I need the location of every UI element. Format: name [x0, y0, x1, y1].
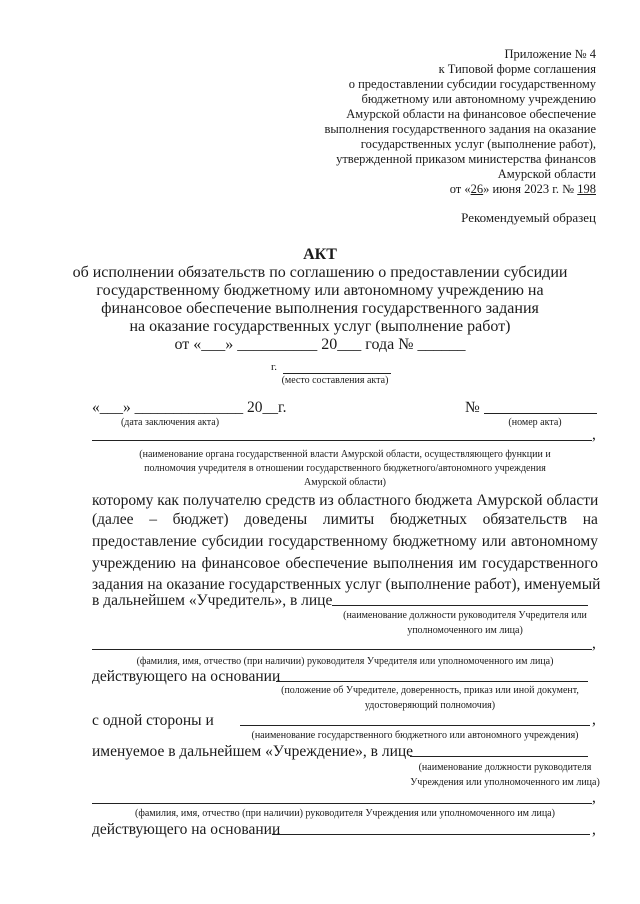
institution-head-line [410, 756, 588, 757]
sample-label: Рекомендуемый образец [461, 210, 596, 225]
institution-head-caption: (наименование должности руководителя Учреждения или уполномоченного им лица) [410, 762, 600, 788]
act-number-prefix: № [465, 399, 480, 416]
acting-basis-label: действующего на основании [92, 668, 281, 685]
title-line: государственному бюджетному или автономному учреждению на [96, 282, 544, 299]
organ-caption: (наименование органа государственной власти Амурской области, осуществляющего функции и полномочия учредителя в отношении государственного бюджетного/автономного учреждения Амурской области) [139, 449, 551, 488]
comma: , [592, 635, 596, 652]
header-line: бюджетному или автономному учреждению [361, 92, 596, 106]
header-date-number: 198 [577, 182, 596, 196]
institution-fio-caption: (фамилия, имя, отчество (при наличии) руководителя Учреждения или уполномоченного им лица) [135, 808, 555, 819]
place-line [283, 373, 391, 374]
title-line: на оказание государственных услуг (выполнение работ) [129, 318, 511, 335]
institution-name-line [240, 725, 590, 726]
organ-name-line [92, 440, 592, 441]
header-line: государственных услуг (выполнение работ), [360, 137, 596, 151]
title-date-line: от «___» __________ 20___ года № ______ [174, 336, 466, 353]
acting-basis2-line [272, 834, 590, 835]
comma: , [592, 711, 596, 728]
act-heading: АКТ [303, 246, 337, 263]
appendix-header [325, 47, 597, 197]
comma: , [592, 821, 596, 838]
header-line: о предоставлении субсидии государственному [348, 77, 596, 91]
act-number-caption: (номер акта) [508, 417, 562, 428]
paragraph-line: предоставление субсидии государственному бюджетному или автономному [92, 533, 598, 550]
header-line: к Типовой форме соглашения [438, 62, 596, 76]
act-date-caption: (дата заключения акта) [120, 417, 220, 428]
place-caption: (место составления акта) [281, 375, 389, 386]
title-line: об исполнении обязательств по соглашению о предоставлении субсидии [72, 264, 568, 281]
header-line: выполнения государственного задания на оказание [324, 122, 596, 136]
header-date-day: 26 [470, 182, 484, 196]
founder-head-line [332, 605, 588, 606]
paragraph-line: задания на оказание государственных услуг (выполнение работ), именуемый [92, 576, 601, 593]
comma: , [592, 789, 596, 806]
act-date-field: «___» ______________ 20__г. [92, 399, 287, 416]
acting-basis2-label: действующего на основании [92, 821, 281, 838]
founder-head-caption: (наименование должности руководителя Учредителя или уполномоченного им лица) [343, 610, 587, 636]
founder-fio-line [92, 649, 592, 650]
header-line: Амурской области на финансовое обеспечение [346, 107, 596, 121]
one-side-label: с одной стороны и [92, 712, 214, 729]
institution-name-caption: (наименование государственного бюджетного или автономного учреждения) [251, 730, 579, 741]
institution-fio-line [92, 803, 592, 804]
header-line: утвержденной приказом министерства финансов [336, 152, 596, 166]
acting-basis-line [276, 681, 588, 682]
header-line: Приложение № 4 [504, 47, 596, 61]
paragraph-line: (далее – бюджет) доведены лимиты бюджетных обязательств на [92, 511, 598, 528]
founder-fio-caption: (фамилия, имя, отчество (при наличии) руководителя Учредителя или уполномоченного им лица) [136, 656, 554, 667]
paragraph-line: которому как получателю средств из областного бюджета Амурской области [92, 492, 599, 509]
act-number-line [484, 413, 597, 414]
header-line: Амурской области [497, 167, 596, 181]
paragraph-line: в дальнейшем «Учредитель», в лице [92, 592, 333, 609]
place-prefix: г. [271, 361, 278, 373]
named-institution-label: именуемое в дальнейшем «Учреждение», в лице [92, 743, 414, 760]
acting-basis-caption: (положение об Учредителе, доверенность, приказ или иной документ, удостоверяющий полномочия) [281, 685, 579, 711]
comma: , [592, 426, 596, 443]
header-date: от «26» июня 2023 г. № 198 [449, 182, 596, 196]
title-line: финансовое обеспечение выполнения государственного задания [101, 300, 539, 317]
paragraph-line: учреждению на финансовое обеспечение выполнения им государственного [92, 555, 598, 572]
